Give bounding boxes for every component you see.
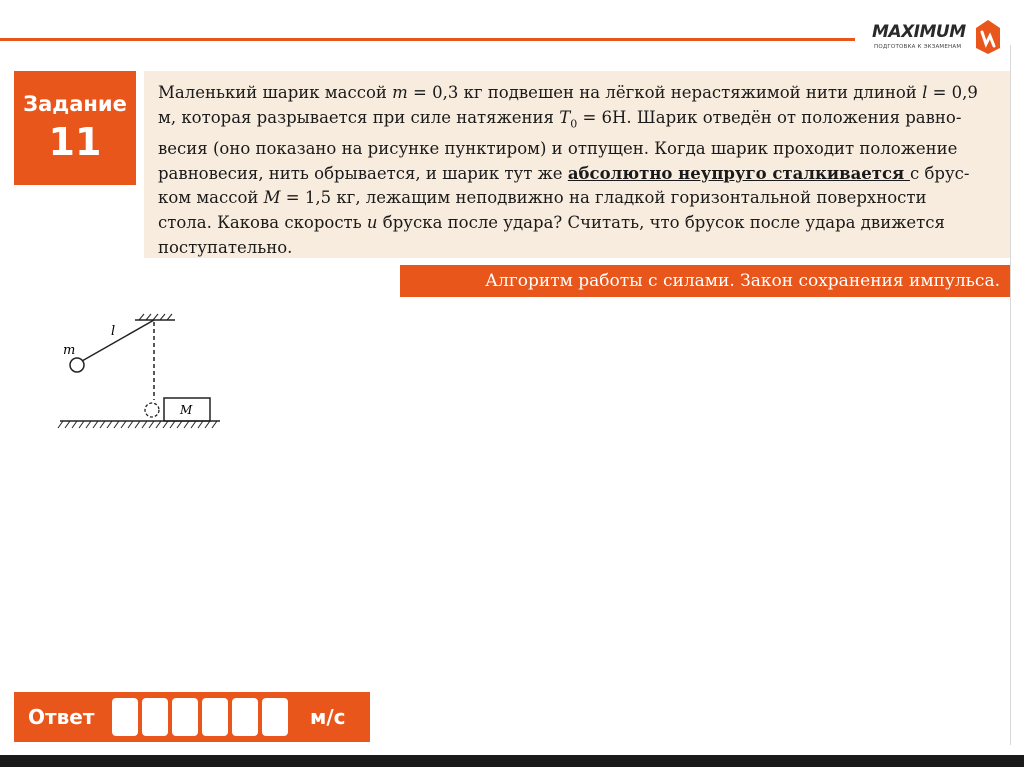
answer-cells xyxy=(112,698,288,736)
problem-box xyxy=(144,71,1010,258)
problem-line-2: м, которая разрывается при силе натяжения $T_0 = 6Н$. Шарик отведён от положения равно- xyxy=(158,107,962,131)
logo-subtitle: ПОДГОТОВКА К ЭКЗАМЕНАМ xyxy=(874,44,962,50)
algorithm-banner: Алгоритм работы с силами. Закон сохранения импульса. xyxy=(400,265,1010,297)
label-l: l xyxy=(111,324,116,339)
problem-text xyxy=(158,81,998,261)
problem-line-1: Маленький шарик массой m = 0,3 кг подвешен на лёгкой нерастяжимой нити длиной l = 0,9 xyxy=(158,83,978,102)
thread-line xyxy=(82,320,154,361)
logo-word: MAXIMUM xyxy=(872,22,966,42)
answer-cell[interactable] xyxy=(232,698,258,736)
answer-label: Ответ xyxy=(28,705,95,729)
answer-unit: м/с xyxy=(310,705,346,729)
bottom-bar xyxy=(0,755,1024,767)
task-label: Задание xyxy=(23,92,127,116)
answer-cell[interactable] xyxy=(112,698,138,736)
label-M: M xyxy=(180,403,193,417)
maximum-logo-mark-icon xyxy=(972,18,1002,54)
task-badge xyxy=(14,71,136,185)
answer-cell[interactable] xyxy=(262,698,288,736)
pendulum-figure xyxy=(55,308,225,438)
problem-line-3: весия (оно показано на рисунке пунктиром) и отпущен. Когда шарик проходит положение xyxy=(158,138,958,158)
answer-bar xyxy=(14,692,370,742)
top-rule xyxy=(0,38,855,41)
floor-hatch xyxy=(58,421,217,428)
answer-cell[interactable] xyxy=(142,698,168,736)
problem-line-5: ком массой M = 1,5 кг, лежащим неподвижно на гладкой горизонтальной поверхности xyxy=(158,188,927,208)
problem-line-7: поступательно. xyxy=(158,238,293,258)
side-divider xyxy=(1010,45,1011,745)
task-number: 11 xyxy=(48,120,102,164)
problem-line-6: стола. Какова скорость u бруска после удара? Считать, что брусок после удара движется xyxy=(158,213,945,233)
ceiling-hatch xyxy=(139,314,172,320)
answer-cell[interactable] xyxy=(172,698,198,736)
ball-equilibrium xyxy=(145,403,159,417)
label-m: m xyxy=(63,343,76,358)
problem-line-4: равновесия, нить обрывается, и шарик тут же абсолютно неупруго сталкивается с брус- xyxy=(158,163,970,183)
ball xyxy=(70,358,84,372)
answer-cell[interactable] xyxy=(202,698,228,736)
emphasis-text: абсолютно неупруго сталкивается xyxy=(567,163,910,183)
logo xyxy=(872,18,1002,58)
